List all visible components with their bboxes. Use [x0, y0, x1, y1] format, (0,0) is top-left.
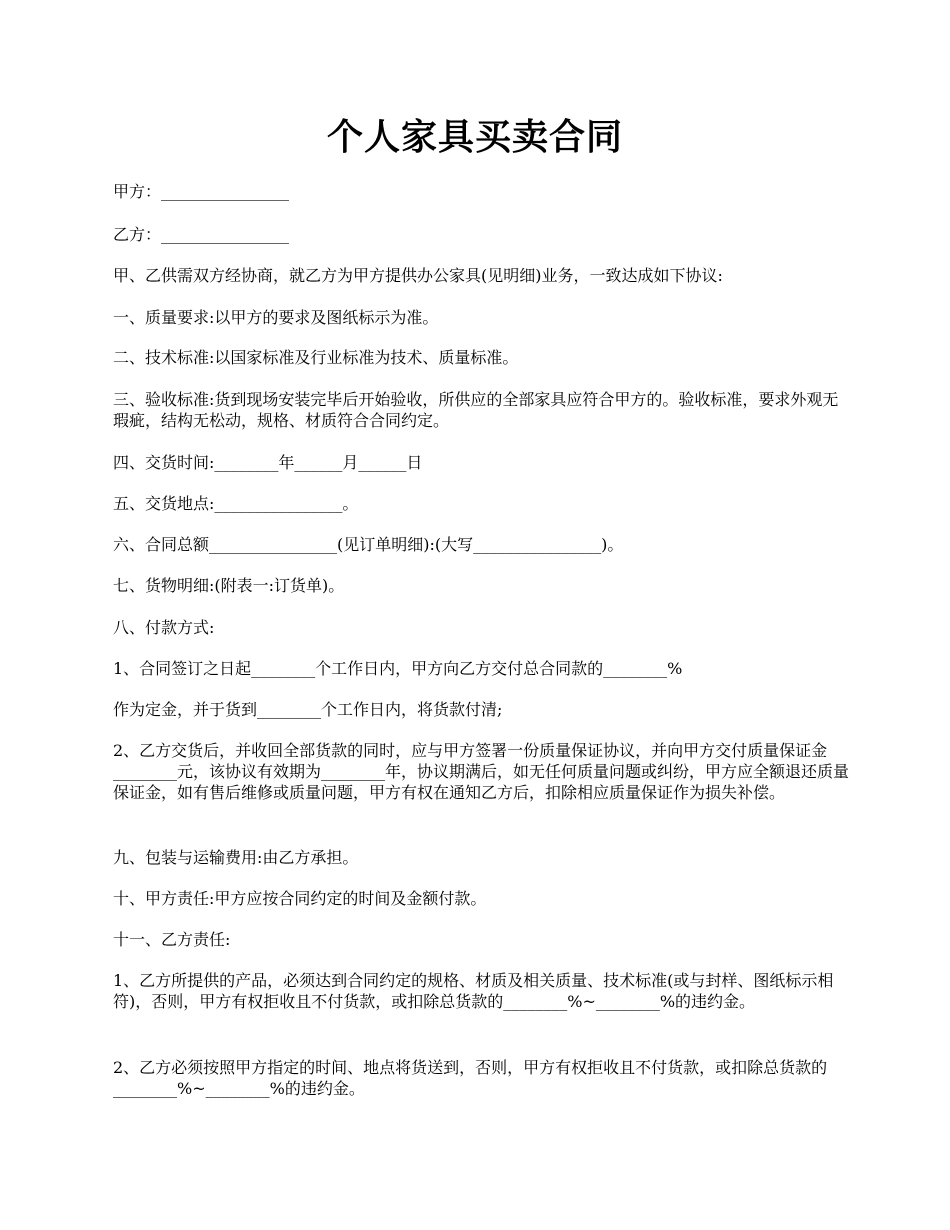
clause-party-b-responsibility: 十一、乙方责任: — [113, 930, 231, 949]
party-b-line: 乙方：________________ — [113, 225, 290, 244]
clause-contract-total: 六、合同总额________________(见订单明细):(大写________________)。 — [113, 535, 624, 554]
party-b-item-2: 2、乙方必须按照甲方指定的时间、地点将货送到，否则，甲方有权拒收且不付货款，或扣除总货款的________%~________%的违约金。 — [113, 1058, 828, 1098]
clause-party-a-responsibility: 十、甲方责任:甲方应按合同约定的时间及金额付款。 — [113, 889, 487, 908]
clause-delivery-time: 四、交货时间:________年______月______日 — [113, 453, 423, 472]
preamble-paragraph: 甲、乙供需双方经协商，就乙方为甲方提供办公家具(见明细)业务，一致达成如下协议: — [113, 266, 723, 285]
document-title: 个人家具买卖合同 — [326, 116, 623, 158]
clause-acceptance-standards: 三、验收标准:货到现场安装完毕后开始验收，所供应的全部家具应符合甲方的。验收标准，要求外观无瑕疵，结构无松动，规格、材质符合合同约定。 — [113, 390, 839, 430]
clause-payment-method: 八、付款方式: — [113, 618, 215, 637]
payment-item-2: 2、乙方交货后，并收回全部货款的同时，应与甲方签署一份质量保证协议，并向甲方交付质量保证金________元，该协议有效期为________年，协议期满后，如无任何质量问题或纠纷，甲方应全额退还质量保证金，如有售后维修或质量问题，甲方有权在通知乙方后，扣除相应质量保证作为损失补偿。 — [113, 741, 850, 802]
payment-item-1: 1、合同签订之日起________个工作日内，甲方向乙方交付总合同款的________% — [113, 659, 683, 678]
clause-technical-standards: 二、技术标准:以国家标准及行业标准为技术、质量标准。 — [113, 348, 519, 367]
payment-item-1-continued: 作为定金，并于货到________个工作日内，将货款付清; — [113, 700, 503, 719]
clause-delivery-location: 五、交货地点:________________。 — [113, 494, 359, 513]
party-b-item-1: 1、乙方所提供的产品，必须达到合同约定的规格、材质及相关质量、技术标准(或与封样、图纸标示相符)，否则，甲方有权拒收且不付货款，或扣除总货款的________%~________%的违约金。 — [113, 971, 834, 1011]
clause-packaging-transport: 九、包装与运输费用:由乙方承担。 — [113, 848, 359, 867]
party-a-line: 甲方：________________ — [113, 182, 290, 201]
clause-quality-requirements: 一、质量要求:以甲方的要求及图纸标示为准。 — [113, 308, 439, 327]
clause-goods-details: 七、货物明细:(附表一:订货单)。 — [113, 576, 345, 595]
